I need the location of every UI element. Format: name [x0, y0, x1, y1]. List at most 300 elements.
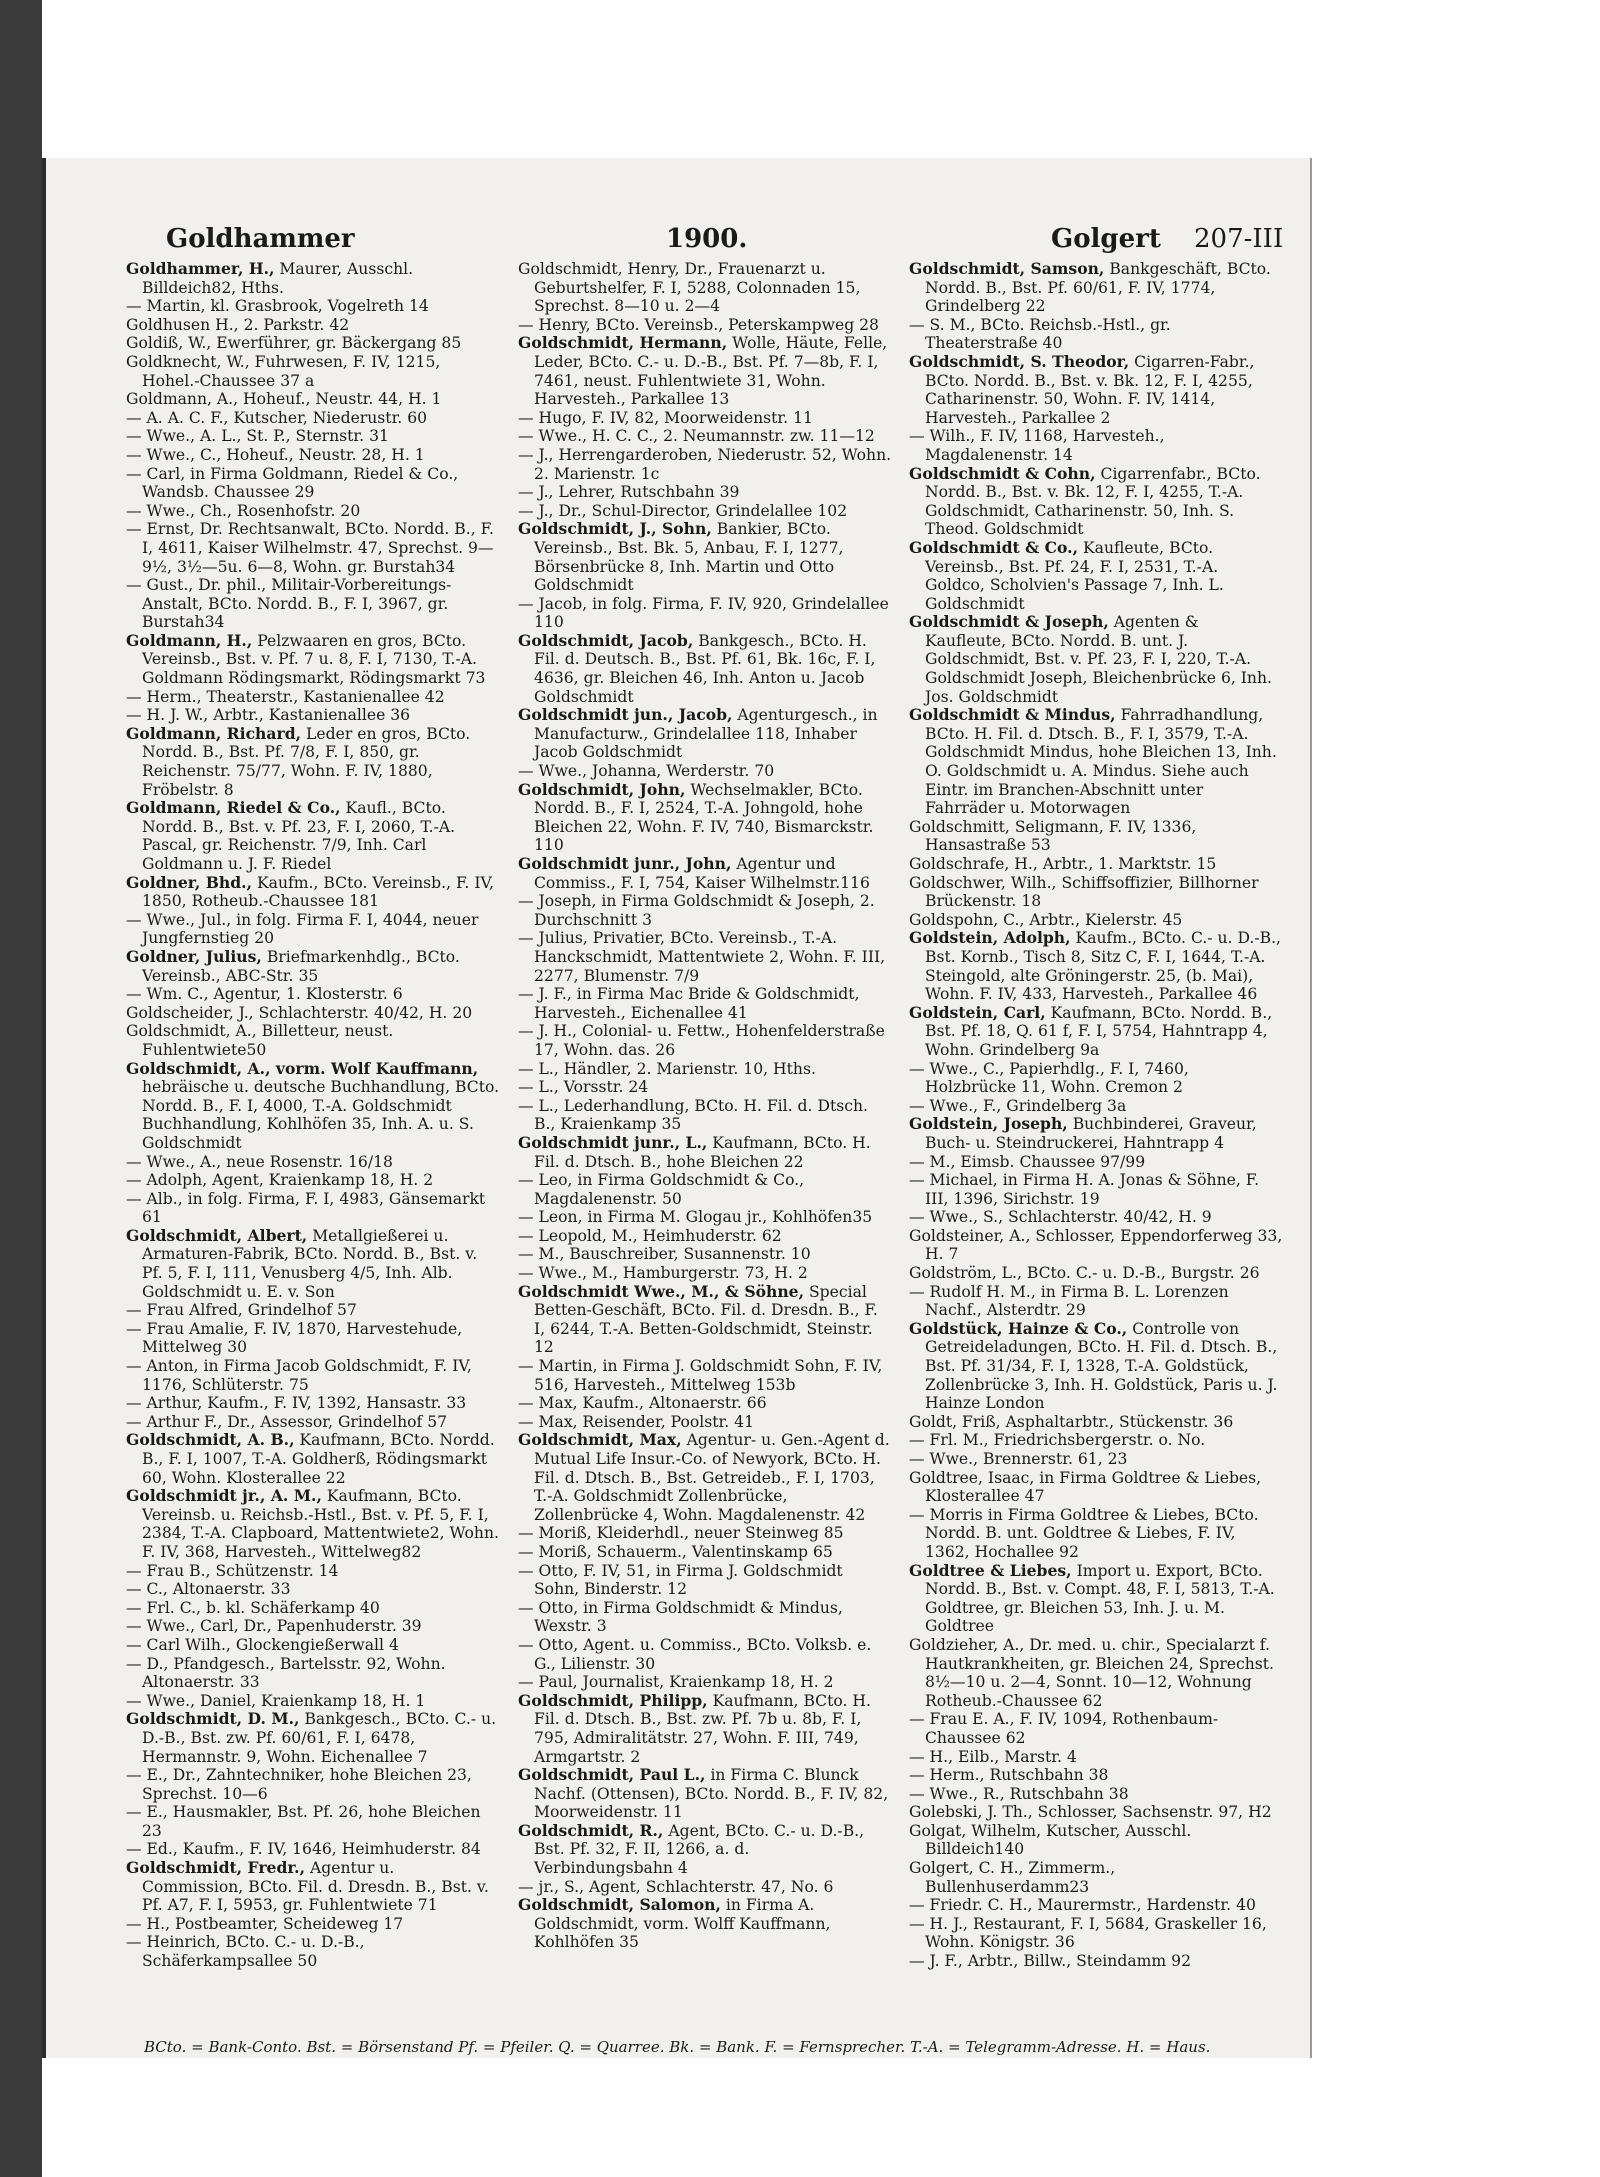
entry-name: Goldschmidt, Hermann,	[518, 333, 728, 353]
directory-entry	[126, 446, 500, 465]
entry-text: — L., Händler, 2. Marienstr. 10, Hths.	[518, 1059, 816, 1078]
directory-entry	[518, 985, 892, 1022]
directory-entry	[909, 706, 1283, 818]
entry-text: — E., Dr., Zahntechniker, hohe Bleichen 23, Sprechst. 10—6	[126, 1766, 472, 1803]
entry-text: — Hugo, F. IV, 82, Moorweidenstr. 11	[518, 408, 813, 427]
entry-text: — Wwe., Jul., in folg. Firma F. I, 4044, neuer Jungfernstieg 20	[126, 910, 479, 948]
entry-text: Bankgesch., BCto. H. Fil. d. Deutsch. B., Bst. Pf. 61, Bk. 16c, F. I, 4636, gr. Bleichen 46, Inh. Anton u. Jacob Goldschmidt	[534, 631, 876, 706]
directory-entry	[909, 1469, 1283, 1506]
directory-entry	[909, 353, 1283, 427]
directory-entry	[126, 1301, 500, 1320]
directory-entry	[126, 520, 500, 576]
entry-text: Goldt, Friß, Asphaltarbtr., Stückenstr. 36	[909, 1412, 1234, 1431]
directory-entry	[909, 465, 1283, 539]
entry-text: — Arthur F., Dr., Assessor, Grindelhof 57	[126, 1412, 448, 1431]
entry-text: Goldsteiner, A., Schlosser, Eppendorferweg 33, H. 7	[909, 1226, 1283, 1264]
directory-entry	[909, 1115, 1283, 1152]
directory-entry	[126, 1692, 500, 1711]
entry-text: Bankier, BCto. Vereinsb., Bst. Bk. 5, Anbau, F. I, 1277, Börsenbrücke 8, Inh. Martin und Otto Goldschmidt	[534, 520, 844, 595]
entry-text: — J. H., Colonial- u. Fettw., Hohenfelderstraße 17, Wohn. das. 26	[518, 1022, 885, 1059]
directory-entry	[126, 1190, 500, 1227]
directory-entry	[126, 1413, 500, 1432]
directory-entry	[518, 1097, 892, 1134]
directory-entry	[518, 1208, 892, 1227]
entry-text: Kaufl., BCto. Nordd. B., Bst. v. Pf. 23, F. I, 2060, T.-A. Pascal, gr. Reichenstr. 7/9, Inh. Carl Goldmann u. J. F. Riedel	[142, 799, 456, 873]
entry-text: Cigarrenfabr., BCto. Nordd. B., Bst. v. Bk. 12, F. I, 4255, T.-A. Goldschmidt, Catharinenstr. 50, Inh. S. Theod. Goldschmidt	[925, 464, 1261, 539]
directory-entry	[909, 1710, 1283, 1747]
entry-text: — Otto, F. IV, 51, in Firma J. Goldschmidt Sohn, Binderstr. 12	[518, 1561, 843, 1599]
entry-text: — J., Herrengarderoben, Niederustr. 52, Wohn. 2. Marienstr. 1c	[518, 445, 892, 483]
entry-text: — Frau B., Schützenstr. 14	[126, 1561, 339, 1580]
entry-name: Goldtree & Liebes,	[909, 1560, 1072, 1580]
entry-text: — Friedr. C. H., Maurermstr., Hardenstr. 40	[909, 1896, 1256, 1915]
scan-edge	[0, 0, 42, 2177]
directory-entry	[126, 297, 500, 316]
directory-entry	[126, 1004, 500, 1023]
entry-text: — Otto, Agent. u. Commiss., BCto. Volksb. e. G., Lilienstr. 30	[518, 1635, 872, 1673]
directory-entry	[126, 427, 500, 446]
entry-text: Goldtree, Isaac, in Firma Goldtree & Liebes, Klosterallee 47	[909, 1468, 1262, 1506]
entry-text: — J. F., Arbtr., Billw., Steindamm 92	[909, 1952, 1191, 1970]
entry-name: Goldschmidt, Paul L.,	[518, 1765, 706, 1785]
directory-entry	[909, 1320, 1283, 1413]
directory-entry	[518, 1283, 892, 1357]
entry-text: — Wwe., H. C. C., 2. Neumannstr. zw. 11—12	[518, 427, 875, 446]
directory-entry	[909, 1562, 1283, 1636]
directory-entry	[909, 427, 1283, 464]
directory-entry	[518, 1599, 892, 1636]
directory-entry	[518, 1060, 892, 1079]
entry-text: — J., Dr., Schul-Director, Grindelallee 102	[518, 501, 848, 520]
directory-entry	[909, 1004, 1283, 1060]
entry-text: — Wwe., Brennerstr. 61, 23	[909, 1450, 1128, 1468]
directory-entry	[909, 818, 1283, 855]
directory-entry	[518, 929, 892, 985]
directory-entry	[518, 1543, 892, 1562]
entry-text: — Paul, Journalist, Kraienkamp 18, H. 2	[518, 1673, 834, 1692]
directory-entry	[518, 427, 892, 446]
entry-text: Goldspohn, C., Arbtr., Kielerstr. 45	[909, 910, 1183, 929]
directory-entry	[909, 613, 1283, 706]
directory-entry	[518, 762, 892, 781]
directory-entry	[909, 1896, 1283, 1915]
entry-text: Goldscheider, J., Schlachterstr. 40/42, H. 20	[126, 1003, 473, 1022]
entry-text: — H. J., Restaurant, F. I, 5684, Graskeller 16, Wohn. Königstr. 36	[909, 1914, 1267, 1952]
abbreviation-legend: BCto. = Bank-Conto. Bst. = Börsenstand Pf. = Pfeiler. Q. = Quarree. Bk. = Bank. F. = Fernsprecher. T.-A. = Telegramm-Adresse. H. = Haus.	[144, 2038, 1211, 2056]
entry-text: Special Betten-Geschäft, BCto. Fil. d. Dresdn. B., F. I, 6244, T.-A. Betten-Goldschmidt, Steinstr. 12	[534, 1282, 878, 1357]
column-3	[909, 260, 1283, 1970]
entry-text: Goldschwer, Wilh., Schiffsoffizier, Billhorner Brückenstr. 18	[909, 873, 1259, 911]
entry-name: Goldmann, Riedel & Co.,	[126, 798, 341, 818]
entry-text: Kaufmann, BCto. Vereinsb. u. Reichsb.-Hstl., Bst. v. Pf. 5, F. I, 2384, T.-A. Clapboard, Mattentwiete2, Wohn. F. IV, 368, Harvesteh., Wittelweg82	[142, 1487, 499, 1561]
entry-text: — Anton, in Firma Jacob Goldschmidt, F. IV, 1176, Schlüterstr. 75	[126, 1357, 472, 1394]
directory-entry	[518, 1636, 892, 1673]
directory-entry	[909, 1915, 1283, 1952]
directory-entry	[126, 1227, 500, 1301]
directory-entry	[126, 390, 500, 409]
directory-entry	[909, 1506, 1283, 1562]
entry-text: — Alb., in folg. Firma, F. I, 4983, Gänsemarkt 61	[126, 1189, 486, 1227]
directory-entry	[909, 1803, 1283, 1822]
directory-entry	[126, 1766, 500, 1803]
entry-text: hebräische u. deutsche Buchhandlung, BCto. Nordd. B., F. I, 4000, T.-A. Goldschmidt Buchhandlung, Kohlhöfen 35, Inh. A. u. S. Goldschmidt	[142, 1078, 500, 1152]
directory-entry	[518, 409, 892, 428]
directory-entry	[909, 1822, 1283, 1859]
entry-name: Goldschmidt Wwe., M., & Söhne,	[518, 1281, 805, 1301]
entry-text: — Max, Reisender, Poolstr. 41	[518, 1412, 755, 1431]
directory-entry	[518, 1245, 892, 1264]
directory-entry	[518, 632, 892, 706]
entry-text: Goldschmidt, A., Billetteur, neust. Fuhlentwiete50	[126, 1022, 394, 1059]
entry-text: Goldström, L., BCto. C.- u. D.-B., Burgstr. 26	[909, 1264, 1260, 1283]
entry-name: Goldner, Julius,	[126, 946, 262, 966]
entry-text: — jr., S., Agent, Schlachterstr. 47, No. 6	[518, 1877, 834, 1896]
entry-text: in Firma A. Goldschmidt, vorm. Wolff Kauffmann, Kohlhöfen 35	[534, 1896, 831, 1952]
entry-text: Agentur und Commiss., F. I, 754, Kaiser Wilhelmstr.116	[534, 855, 870, 892]
entry-text: Kaufmann, BCto. Nordd. B., Bst. Pf. 18, Q. 61 f, F. I, 5754, Hahntrapp 4, Wohn. Grindelberg 9a	[925, 1003, 1273, 1059]
directory-entry	[126, 1803, 500, 1840]
directory-entry	[518, 1357, 892, 1394]
directory-entry	[909, 1859, 1283, 1896]
directory-entry	[126, 1859, 500, 1915]
entry-text: — Frl. M., Friedrichsbergerstr. o. No.	[909, 1431, 1206, 1450]
entry-text: Kaufm., BCto. Vereinsb., F. IV, 1850, Rotheub.-Chaussee 181	[142, 873, 494, 911]
directory-entry	[518, 334, 892, 408]
directory-entry	[909, 874, 1283, 911]
entry-text: — Wwe., A. L., St. P., Sternstr. 31	[126, 427, 389, 446]
directory-entry	[126, 334, 500, 353]
directory-entry	[909, 1450, 1283, 1469]
entry-text: Bankgesch., BCto. C.- u. D.-B., Bst. zw. Pf. 60/61, F. I, 6478, Hermannstr. 9, Wohn. Eichenallee 7	[142, 1710, 497, 1766]
header-first-entry: Goldhammer	[166, 224, 355, 254]
directory-entry	[909, 539, 1283, 613]
entry-text: — Julius, Privatier, BCto. Vereinsb., T.-A. Hanckschmidt, Mattentwiete 2, Wohn. F. III, 2277, Blumenstr. 7/9	[518, 929, 886, 985]
entry-name: Goldschmidt junr., L.,	[518, 1132, 708, 1152]
directory-entry	[126, 1431, 500, 1487]
entry-name: Goldstück, Hainze & Co.,	[909, 1318, 1128, 1338]
directory-entry	[518, 855, 892, 892]
entry-text: — H., Eilb., Marstr. 4	[909, 1747, 1077, 1766]
entry-text: Goldzieher, A., Dr. med. u. chir., Specialarzt f. Hautkrankheiten, gr. Bleichen 24, Sprechst. 8½—10 u. 2—4, Sonnt. 10—12, Wohnung Rotheub.-Chaussee 62	[909, 1635, 1275, 1710]
directory-entry	[126, 316, 500, 335]
directory-entry	[518, 1878, 892, 1897]
entry-text: — Rudolf H. M., in Firma B. L. Lorenzen Nachf., Alsterdtr. 29	[909, 1282, 1229, 1320]
directory-entry	[909, 1748, 1283, 1767]
directory-entry	[518, 483, 892, 502]
directory-entry	[126, 874, 500, 911]
directory-entry	[518, 706, 892, 762]
directory-entry	[126, 1915, 500, 1934]
entry-text: — J. F., in Firma Mac Bride & Goldschmidt, Harvesteh., Eichenallee 41	[518, 985, 860, 1022]
entry-text: Agenturgesch., in Manufacturw., Grindelallee 118, Inhaber Jacob Goldschmidt	[534, 706, 878, 762]
entry-text: Cigarren-Fabr., BCto. Nordd. B., Bst. v. Bk. 12, F. I, 4255, Catharinenstr. 50, Wohn. F. IV, 1414, Harvesteh., Parkallee 2	[925, 352, 1255, 427]
entry-text: — Ernst, Dr. Rechtsanwalt, BCto. Nordd. B., F. I, 4611, Kaiser Wilhelmstr. 47, Sprechst. 9—9½, 3½—5u. 6—8, Wohn. gr. Burstah34	[126, 520, 494, 576]
entry-text: — Leo, in Firma Goldschmidt & Co., Magdalenenstr. 50	[518, 1171, 805, 1208]
directory-entry	[518, 446, 892, 483]
directory-entry	[909, 1283, 1283, 1320]
entry-text: — Joseph, in Firma Goldschmidt & Joseph, 2. Durchschnitt 3	[518, 892, 875, 929]
page-number: 207-III	[1194, 224, 1284, 254]
directory-entry	[909, 260, 1283, 316]
entry-text: — A. A. C. F., Kutscher, Niederustr. 60	[126, 408, 428, 427]
entry-text: — Moriß, Kleiderhdl., neuer Steinweg 85	[518, 1524, 844, 1543]
directory-entry	[518, 502, 892, 521]
entry-text: — Wwe., A., neue Rosenstr. 16/18	[126, 1152, 393, 1171]
entry-text: Goldmann, A., Hoheuf., Neustr. 44, H. 1	[126, 390, 442, 409]
entry-text: — Ed., Kaufm., F. IV, 1646, Heimhuderstr. 84	[126, 1840, 481, 1859]
entry-text: Wolle, Häute, Felle, Leder, BCto. C.- u. D.-B., Bst. Pf. 7—8b, F. I, 7461, neust. Fuhlentwiete 31, Wohn. Harvesteh., Parkallee 13	[534, 334, 888, 409]
entry-text: — Wwe., Carl, Dr., Papenhuderstr. 39	[126, 1617, 422, 1636]
directory-entry	[126, 465, 500, 502]
entry-text: Bankgeschäft, BCto. Nordd. B., Bst. Pf. 60/61, F. IV, 1774, Grindelberg 22	[925, 260, 1271, 316]
entry-text: — Moriß, Schauerm., Valentinskamp 65	[518, 1542, 833, 1561]
directory-entry	[126, 799, 500, 873]
header-last-entry: Golgert	[1051, 224, 1161, 254]
directory-entry	[126, 1022, 500, 1059]
directory-entry	[126, 260, 500, 297]
entry-text: — Wwe., Johanna, Werderstr. 70	[518, 762, 775, 781]
directory-entry	[909, 1060, 1283, 1097]
entry-text: Wechselmakler, BCto. Nordd. B., F. I, 2524, T.-A. Johngold, hohe Bleichen 22, Wohn. F. IV, 740, Bismarckstr. 110	[534, 780, 874, 855]
entry-text: — Heinrich, BCto. C.- u. D.-B., Schäferkampsallee 50	[126, 1933, 365, 1970]
entry-text: — Frau Amalie, F. IV, 1870, Harvestehude, Mittelweg 30	[126, 1319, 463, 1357]
entry-text: Golgat, Wilhelm, Kutscher, Ausschl. Billdeich140	[909, 1821, 1192, 1859]
entry-text: Goldhusen H., 2. Parkstr. 42	[126, 315, 350, 334]
directory-entry	[909, 1227, 1283, 1264]
directory-entry	[909, 1413, 1283, 1432]
entry-name: Goldmann, Richard,	[126, 723, 302, 743]
entry-text: Fahrradhandlung, BCto. H. Fil. d. Dtsch. B., F. I, 3579, T.-A. Goldschmidt Mindus, hohe Bleichen 13, Inh. O. Goldschmidt u. A. Mindus. Siehe auch Eintr. im Branchen-Abschnitt unter Fahrräder u. Motorwagen	[925, 706, 1277, 818]
entry-name: Goldner, Bhd.,	[126, 872, 253, 892]
entry-name: Goldschmidt & Co.,	[909, 537, 1079, 557]
entry-name: Goldschmidt, John,	[518, 779, 686, 799]
entry-name: Goldschmidt, J., Sohn,	[518, 519, 712, 539]
entry-name: Goldschmidt, Fredr.,	[126, 1858, 306, 1878]
entry-name: Goldschmidt junr., John,	[518, 854, 732, 873]
entry-text: — Martin, in Firma J. Goldschmidt Sohn, F. IV, 516, Harvesteh., Mittelweg 153b	[518, 1357, 883, 1394]
directory-entry	[126, 1153, 500, 1172]
directory-entry	[126, 985, 500, 1004]
entry-text: — Herm., Theaterstr., Kastanienallee 42	[126, 687, 445, 706]
directory-entry	[126, 1171, 500, 1190]
entry-text: — C., Altonaerstr. 33	[126, 1580, 291, 1599]
directory-entry	[518, 1524, 892, 1543]
entry-text: — Wwe., S., Schlachterstr. 40/42, H. 9	[909, 1208, 1212, 1227]
directory-entry	[126, 1562, 500, 1581]
entry-text: Goldschmidt, Henry, Dr., Frauenarzt u. Geburtshelfer, F. I, 5288, Colonnaden 15, Sprechst. 8—10 u. 2—4	[518, 260, 861, 316]
directory-entry	[909, 911, 1283, 930]
directory-entry	[518, 1673, 892, 1692]
directory-entry	[909, 1171, 1283, 1208]
directory-entry	[126, 1636, 500, 1655]
entry-text: — Wwe., M., Hamburgerstr. 73, H. 2	[518, 1264, 808, 1283]
header-year: 1900.	[666, 224, 748, 254]
entry-name: Goldschmidt, R.,	[518, 1820, 664, 1840]
directory-entry	[909, 1153, 1283, 1172]
directory-entry	[518, 1822, 892, 1878]
entry-text: — H. J. W., Arbtr., Kastanienallee 36	[126, 706, 411, 725]
entry-text: Goldiß, W., Ewerführer, gr. Bäckergang 85	[126, 334, 462, 353]
entry-text: Import u. Export, BCto. Nordd. B., Bst. v. Compt. 48, F. I, 5813, T.-A. Goldtree, gr. Bleichen 53, Inh. J. u. M. Goldtree	[925, 1561, 1275, 1636]
directory-entry	[518, 1022, 892, 1059]
directory-entry	[518, 1692, 892, 1766]
directory-entry	[126, 1933, 500, 1970]
directory-entry	[126, 1655, 500, 1692]
directory-entry	[518, 260, 892, 316]
directory-entry	[126, 632, 500, 688]
directory-entry	[126, 1599, 500, 1618]
directory-entry	[126, 911, 500, 948]
directory-entry	[126, 1710, 500, 1766]
entry-text: Agentur u. Commission, BCto. Fil. d. Dresdn. B., Bst. v. Pf. A7, F. I, 5953, gr. Fuhlentwiete 71	[142, 1859, 489, 1915]
entry-name: Goldmann, H.,	[126, 630, 253, 650]
directory-entry	[518, 1896, 892, 1952]
entry-text: Controlle von Getreideladungen, BCto. H. Fil. d. Dtsch. B., Bst. Pf. 31/34, F. I, 1328, T.-A. Goldstück, Zollenbrücke 3, Inh. H. Goldstück, Paris u. J. Hainze London	[925, 1319, 1278, 1413]
directory-entry	[126, 1357, 500, 1394]
directory-entry	[126, 409, 500, 428]
directory-entry	[518, 316, 892, 335]
entry-text: — Frau E. A., F. IV, 1094, Rothenbaum-Chaussee 62	[909, 1710, 1219, 1747]
entry-text: — H., Postbeamter, Scheideweg 17	[126, 1914, 404, 1933]
directory-entry	[126, 948, 500, 985]
entry-name: Goldschmidt, A., vorm. Wolf Kauffmann,	[126, 1058, 479, 1078]
entry-text: — Carl Wilh., Glockengießerwall 4	[126, 1635, 399, 1654]
entry-text: — Frl. C., b. kl. Schäferkamp 40	[126, 1598, 380, 1617]
entry-name: Goldstein, Adolph,	[909, 928, 1071, 948]
column-2	[518, 260, 892, 1970]
directory-entry	[909, 1264, 1283, 1283]
entry-name: Goldhammer, H.,	[126, 260, 275, 278]
entry-text: Maurer, Ausschl. Billdeich82, Hths.	[142, 260, 414, 297]
entry-text: — Wilh., F. IV, 1168, Harvesteh., Magdalenenstr. 14	[909, 427, 1165, 464]
entry-text: Golebski, J. Th., Schlosser, Sachsenstr. 97, H2	[909, 1803, 1272, 1822]
entry-text: — Morris in Firma Goldtree & Liebes, BCto. Nordd. B. unt. Goldtree & Liebes, F. IV, 1362, Hochallee 92	[909, 1505, 1259, 1561]
directory-entry	[909, 1431, 1283, 1450]
entry-name: Goldschmidt, D. M.,	[126, 1709, 300, 1729]
directory-entry	[909, 1952, 1283, 1970]
directory-entry	[126, 1320, 500, 1357]
entry-text: — J., Lehrer, Rutschbahn 39	[518, 483, 740, 502]
entry-text: — L., Lederhandlung, BCto. H. Fil. d. Dtsch. B., Kraienkamp 35	[518, 1096, 868, 1134]
entry-text: Agentur- u. Gen.-Agent d. Mutual Life Insur.-Co. of Newyork, BCto. H. Fil. d. Dtsch. B., Bst. Getreideb., F. I, 1703, T.-A. Goldschmidt Zollenbrücke, Zollenbrücke 4, Wohn. Magdalenenstr. 42	[534, 1431, 890, 1524]
entry-text: — Arthur, Kaufm., F. IV, 1392, Hansastr. 33	[126, 1394, 467, 1413]
entry-name: Goldschmidt, Samson,	[909, 260, 1105, 278]
directory-entry	[126, 1840, 500, 1859]
entry-name: Goldschmidt, Albert,	[126, 1225, 308, 1245]
directory-entry	[518, 595, 892, 632]
entry-text: — Leon, in Firma M. Glogau jr., Kohlhöfen35	[518, 1208, 873, 1227]
entry-text: — E., Hausmakler, Bst. Pf. 26, hohe Bleichen 23	[126, 1803, 481, 1840]
entry-name: Goldschmidt & Mindus,	[909, 705, 1116, 725]
directory-entry	[518, 1413, 892, 1432]
entry-text: — Leopold, M., Heimhuderstr. 62	[518, 1226, 782, 1245]
directory-entry	[909, 316, 1283, 353]
directory-entry	[909, 1097, 1283, 1116]
entry-text: — M., Eimsb. Chaussee 97/99	[909, 1152, 1146, 1171]
entry-name: Goldstein, Carl,	[909, 1002, 1046, 1022]
entry-name: Goldschmidt & Joseph,	[909, 612, 1109, 632]
entry-text: Leder en gros, BCto. Nordd. B., Bst. Pf. 7/8, F. I, 850, gr. Reichenstr. 75/77, Wohn. F. IV, 1880, Fröbelstr. 8	[142, 724, 471, 799]
directory-entry	[518, 1078, 892, 1097]
entry-text: Pelzwaaren en gros, BCto. Vereinsb., Bst. v. Pf. 7 u. 8, F. I, 7130, T.-A. Goldmann Rödingsmarkt, Rödingsmarkt 73	[142, 631, 486, 688]
entry-name: Goldschmidt, Salomon,	[518, 1895, 721, 1915]
entry-text: — Max, Kaufm., Altonaerstr. 66	[518, 1394, 767, 1413]
entry-text: Kaufmann, BCto. H. Fil. d. Dtsch. B., hohe Bleichen 22	[534, 1133, 871, 1171]
directory-entry	[518, 1766, 892, 1822]
entry-name: Goldschmidt, Jacob,	[518, 630, 694, 650]
directory-entry	[126, 353, 500, 390]
entry-text: — Gust., Dr. phil., Militair-Vorbereitungs-Anstalt, BCto. Nordd. B., F. I, 3967, gr. Burstah34	[126, 576, 452, 632]
directory-entry	[126, 1060, 500, 1153]
directory-entry	[126, 1617, 500, 1636]
entry-text: — Otto, in Firma Goldschmidt & Mindus, Wexstr. 3	[518, 1598, 843, 1636]
entry-text: — S. M., BCto. Reichsb.-Hstl., gr. Theaterstraße 40	[909, 315, 1171, 353]
directory-entry	[126, 1580, 500, 1599]
entry-text: Briefmarkenhdlg., BCto. Vereinsb., ABC-Str. 35	[142, 947, 460, 985]
directory-entry	[909, 1766, 1283, 1785]
directory-entry	[909, 1208, 1283, 1227]
entry-name: Goldschmidt & Cohn,	[909, 463, 1096, 483]
entry-text: — Adolph, Agent, Kraienkamp 18, H. 2	[126, 1171, 434, 1190]
directory-entry	[126, 725, 500, 799]
entry-text: — Wwe., R., Rutschbahn 38	[909, 1784, 1129, 1803]
entry-text: — Frau Alfred, Grindelhof 57	[126, 1301, 357, 1320]
entry-text: — Jacob, in folg. Firma, F. IV, 920, Grindelallee 110	[518, 594, 889, 632]
directory-entry	[518, 1134, 892, 1171]
entry-text: Metallgießerei u. Armaturen-Fabrik, BCto. Nordd. B., Bst. v. Pf. 5, F. I, 111, Venusberg 4/5, Inh. Alb. Goldschmidt u. E. v. Son	[142, 1226, 478, 1301]
directory-entry	[518, 892, 892, 929]
directory-entry	[126, 1394, 500, 1413]
entry-text: Buchbinderei, Graveur, Buch- u. Steindruckerei, Hahntrapp 4	[925, 1115, 1257, 1152]
directory-entry	[126, 706, 500, 725]
entry-name: Goldschmidt, Philipp,	[518, 1690, 708, 1710]
entry-text: Kaufmann, BCto. H. Fil. d. Dtsch. B., Bst. zw. Pf. 7b u. 8b, F. I, 795, Admiralitätstr. 27, Wohn. F. III, 749, Armgartstr. 2	[534, 1691, 871, 1766]
directory-entry	[518, 520, 892, 594]
directory-entry	[518, 1431, 892, 1524]
entry-text: — Wwe., Daniel, Kraienkamp 18, H. 1	[126, 1691, 426, 1710]
entry-name: Goldschmidt, Max,	[518, 1430, 682, 1450]
directory-entry	[909, 1785, 1283, 1804]
entry-text: Kaufleute, BCto. Vereinsb., Bst. Pf. 24, F. I, 2531, T.-A. Goldco, Scholvien's Passage 7, Inh. L. Goldschmidt	[925, 538, 1224, 613]
directory-entry	[126, 1487, 500, 1561]
entry-text: Kaufmann, BCto. Nordd. B., F. I, 1007, T.-A. Goldherß, Rödingsmarkt 60, Wohn. Klosterallee 22	[142, 1431, 495, 1487]
entry-text: — Henry, BCto. Vereinsb., Peterskampweg 28	[518, 315, 879, 334]
directory-entry	[518, 1562, 892, 1599]
entry-name: Goldstein, Joseph,	[909, 1114, 1068, 1134]
entry-text: Goldschrafe, H., Arbtr., 1. Marktstr. 15	[909, 855, 1217, 873]
directory-entry	[518, 1227, 892, 1246]
entry-text: — Carl, in Firma Goldmann, Riedel & Co., Wandsb. Chaussee 29	[126, 464, 459, 502]
entry-text: Goldknecht, W., Fuhrwesen, F. IV, 1215, Hohel.-Chaussee 37 a	[126, 352, 441, 390]
directory-entry	[909, 855, 1283, 874]
entry-text: Agenten & Kaufleute, BCto. Nordd. B. unt. J. Goldschmidt, Bst. v. Pf. 23, F. I, 220, T.-A. Goldschmidt Joseph, Bleichenbrücke 6, Inh. Jos. Goldschmidt	[925, 613, 1272, 706]
entry-text: — L., Vorsstr. 24	[518, 1078, 649, 1097]
entry-text: Golgert, C. H., Zimmerm., Bullenhuserdamm23	[909, 1859, 1116, 1896]
entry-name: Goldschmidt, A. B.,	[126, 1430, 295, 1450]
entry-text: — Herm., Rutschbahn 38	[909, 1766, 1109, 1785]
directory-entry	[518, 1394, 892, 1413]
entry-text: — Wwe., F., Grindelberg 3a	[909, 1096, 1127, 1115]
directory-page	[42, 158, 1312, 2058]
column-1	[126, 260, 500, 1970]
entry-text: Agent, BCto. C.- u. D.-B., Bst. Pf. 32, F. II, 1266, a. d. Verbindungsbahn 4	[534, 1821, 865, 1878]
directory-entry	[909, 929, 1283, 1003]
entry-text: — Wwe., C., Papierhdlg., F. I, 7460, Holzbrücke 11, Wohn. Cremon 2	[909, 1059, 1189, 1097]
directory-entry	[518, 1264, 892, 1283]
entry-name: Goldschmidt jr., A. M.,	[126, 1486, 322, 1506]
directory-entry	[126, 576, 500, 632]
entry-text: — Wm. C., Agentur, 1. Klosterstr. 6	[126, 985, 403, 1004]
